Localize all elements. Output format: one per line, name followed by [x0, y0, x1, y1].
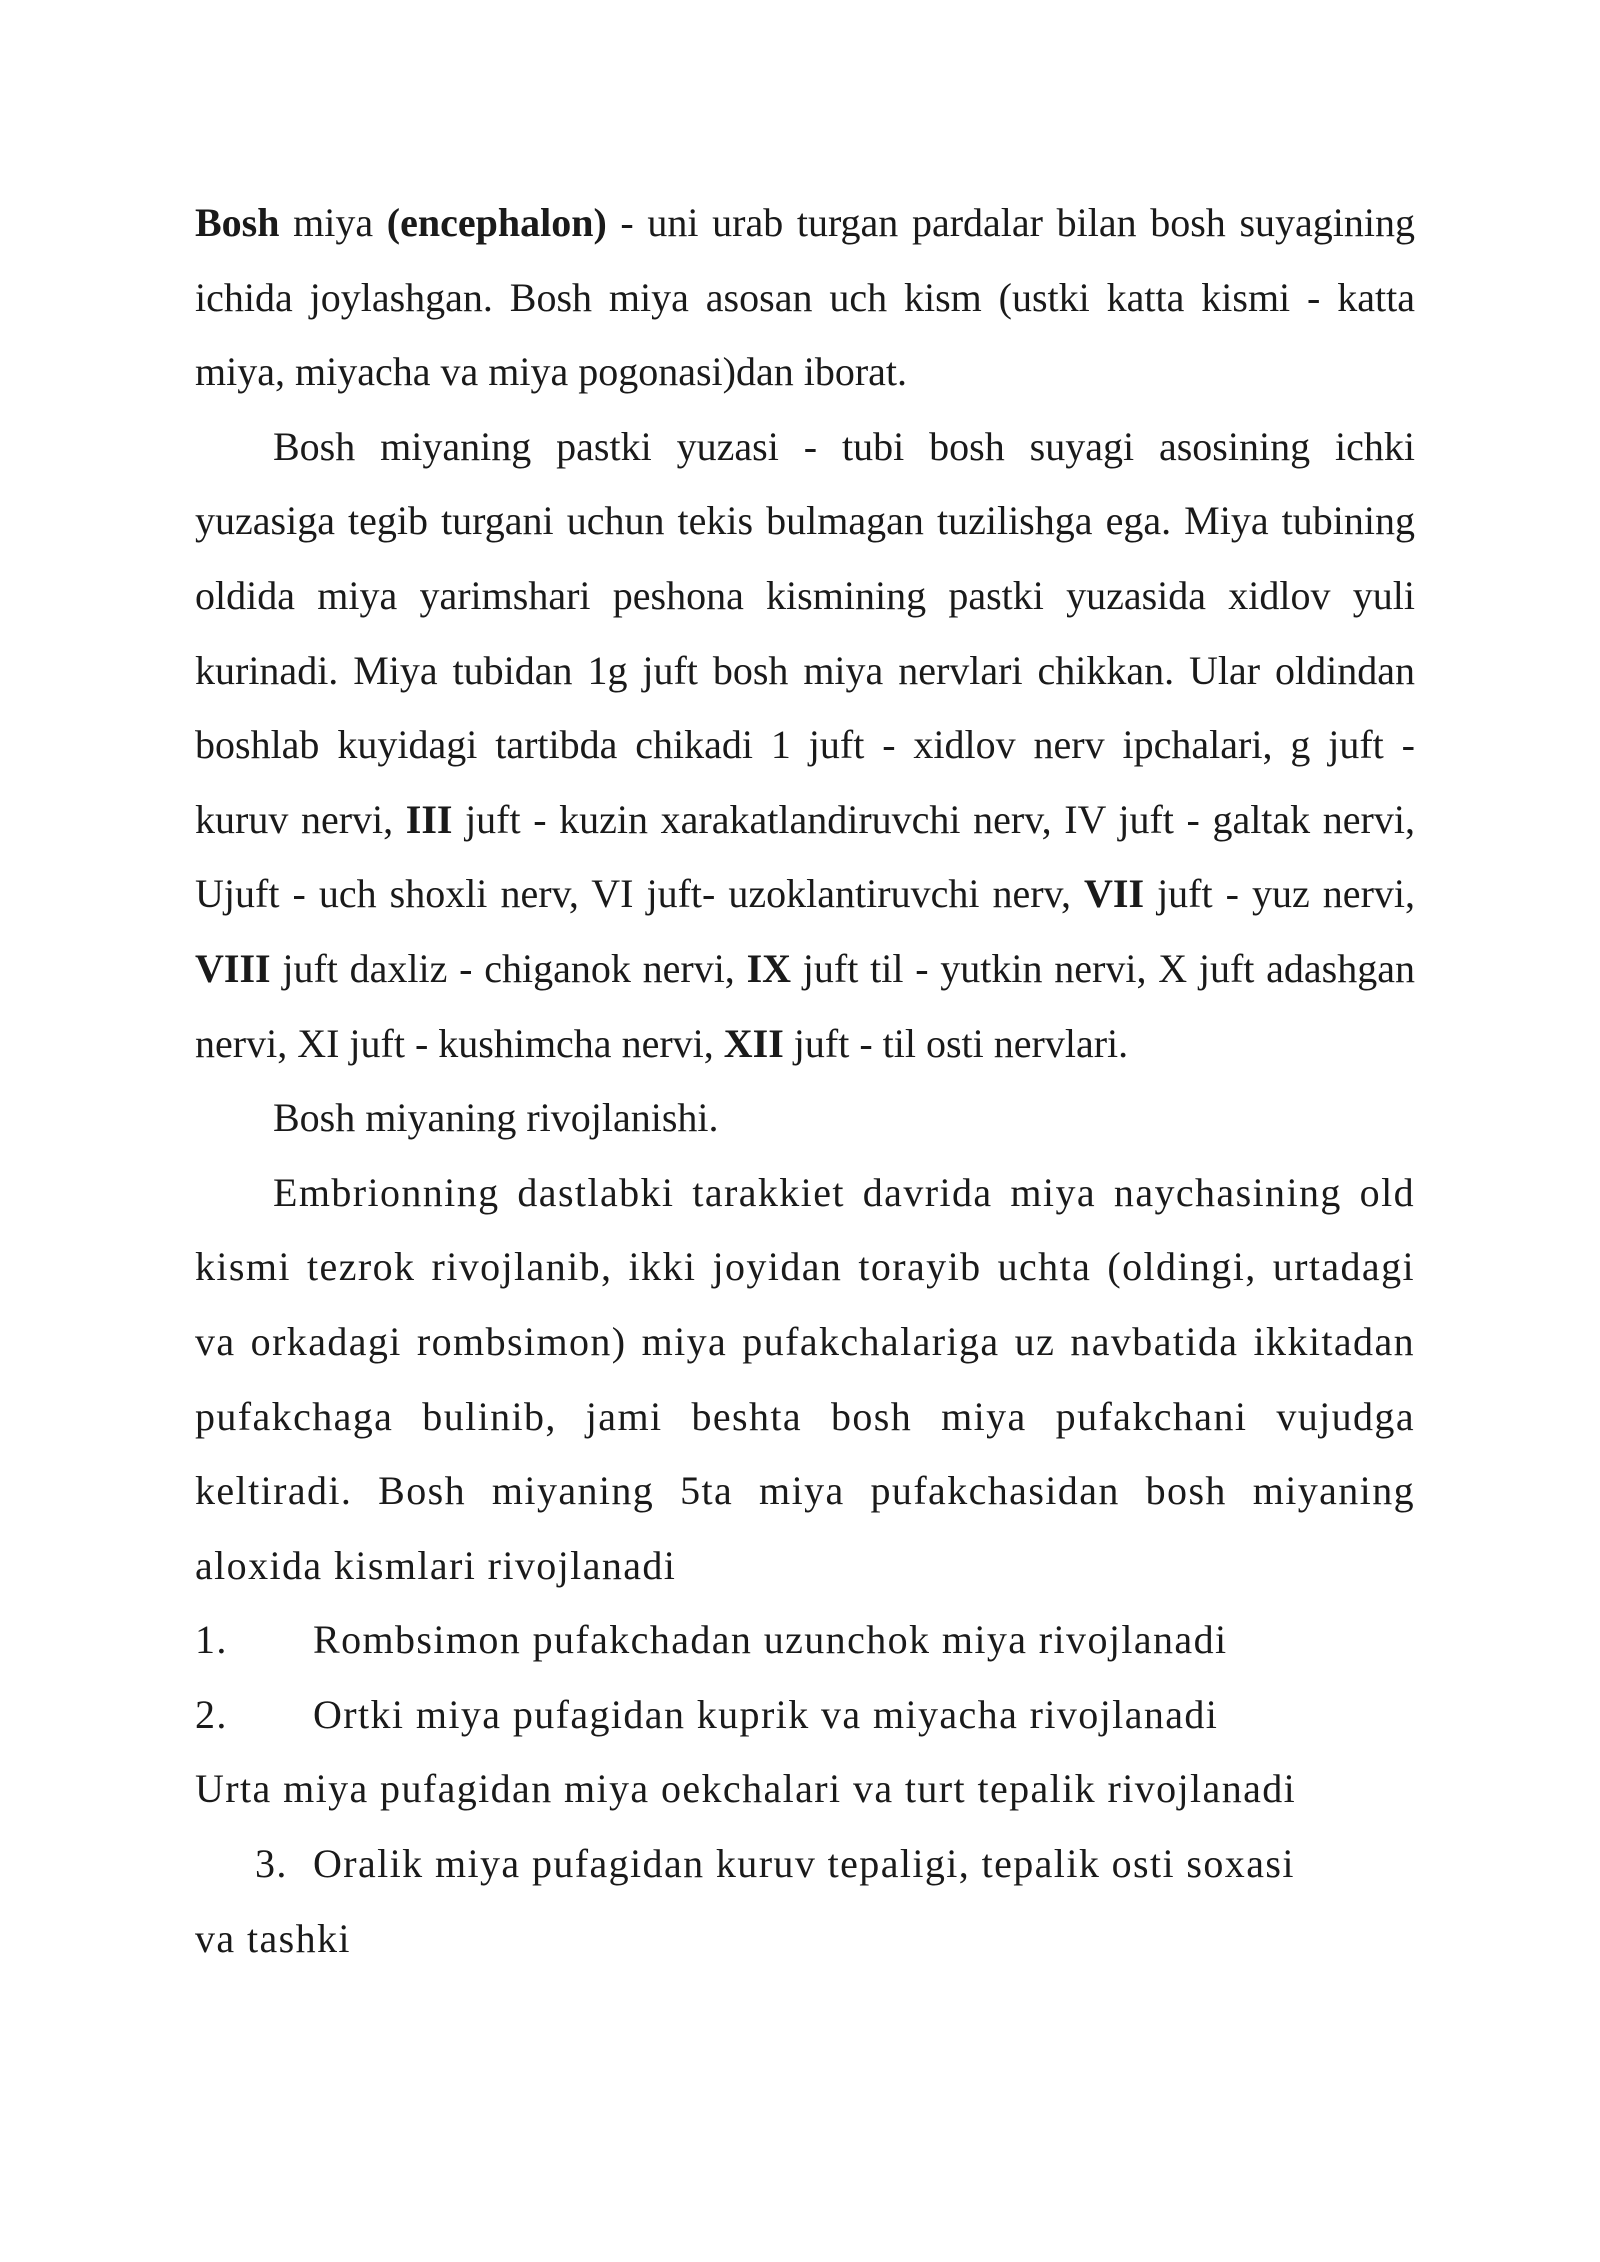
text-run: juft - til osti nervlari.	[783, 1020, 1129, 1066]
list-number: 3.	[255, 1841, 288, 1887]
text-run: miya	[279, 200, 387, 245]
roman-numeral-bold: IX	[746, 945, 792, 991]
roman-numeral-bold: VII	[1084, 871, 1145, 917]
text-run: juft daxliz - chiganok nervi,	[270, 945, 747, 991]
section-heading-development: Bosh miyaning rivojlanishi.	[273, 1095, 719, 1141]
list-number: 1.	[195, 1617, 228, 1663]
text-run: juft - kuzin xarakatlandiruvchi nerv, IV juft - galtak nervi, Ujuft - uch shoxli nerv, VI juft- uzoklantiruvchi nerv,	[195, 796, 1415, 917]
term-bosh: Bosh	[195, 200, 280, 245]
paragraph-intro	[195, 186, 1415, 410]
text-run: - uni urab turgan pardalar bilan bosh suyagining ichida joylashgan. Bosh miya asosan uch kism (ustki katta kismi - katta miya, miyacha va miya pogonasi)dan iborat.	[195, 200, 1415, 395]
paragraph-embryo: Embrionning dastlabki tarakkiet davrida miya naychasining old kismi tezrok rivojlanib, ikki joyidan torayib uchta (oldingi, urtadagi va orkadagi rombsimon) miya pufakchalariga uz navbatida ikkitadan pufakchaga bulinib, jami beshta bosh miya pufakchani vujudga keltiradi. Bosh miyaning 5ta miya pufakchasidan bosh miyaning aloxida kismlari rivojlanadi	[195, 1169, 1415, 1588]
document-body	[195, 186, 1415, 1976]
list-continuation: va tashki	[195, 1915, 351, 1961]
text-run: Bosh miyaning pastki yuzasi - tubi bosh suyagi asosining ichki yuzasiga tegib turgani uchun tekis bulmagan tuzilishga ega. Miya tubining oldida miya yarimshari peshona kismining pastki yuzasida xidlov yuli kurinadi. Miya tubidan 1g juft bosh miya nervlari chikkan. Ular oldindan boshlab kuyidagi tartibda chikadi 1 juft - xidlov nerv ipchalari, g juft - kuruv nervi,	[195, 423, 1415, 842]
roman-numeral-bold: VIII	[195, 945, 271, 991]
paragraph-cranial-nerves	[195, 410, 1415, 1081]
list-line-unnumbered: Urta miya pufagidan miya oekchalari va turt tepalik rivojlanadi	[195, 1766, 1297, 1812]
list-item-2	[195, 1678, 1415, 1753]
list-text: Ortki miya pufagidan kuprik va miyacha rivojlanadi	[313, 1691, 1219, 1737]
list-number: 2.	[195, 1691, 228, 1737]
list-text: Oralik miya pufagidan kuruv tepaligi, tepalik osti soxasi	[313, 1841, 1295, 1887]
roman-numeral-bold: III	[405, 796, 453, 842]
text-run: juft til - yutkin nervi, X juft adashgan nervi, XI juft - kushimcha nervi,	[195, 945, 1415, 1066]
roman-numeral-bold: XII	[723, 1020, 784, 1066]
text-run: juft - yuz nervi,	[1144, 871, 1415, 917]
list-item-3	[195, 1827, 1415, 1902]
term-encephalon: (encephalon)	[386, 200, 607, 245]
list-item-1	[195, 1603, 1415, 1678]
list-text: Rombsimon pufakchadan uzunchok miya rivojlanadi	[313, 1617, 1228, 1663]
